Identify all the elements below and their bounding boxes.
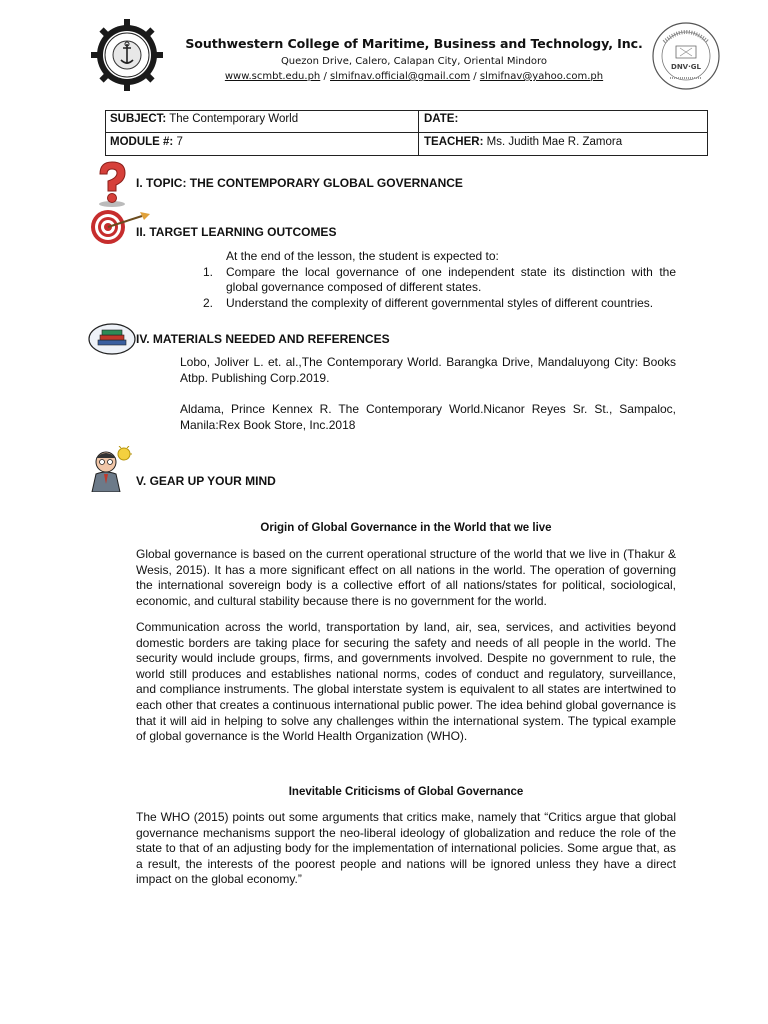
- teacher-value: Ms. Judith Mae R. Zamora: [486, 136, 623, 148]
- date-cell: [424, 113, 458, 125]
- module-cell: [110, 136, 183, 148]
- link-separator: /: [323, 71, 327, 82]
- outcome-item: [180, 265, 676, 296]
- subject-label: SUBJECT:: [110, 113, 167, 125]
- question-mark-icon: [92, 160, 132, 208]
- teacher-cell: [424, 136, 622, 148]
- reference-item: Lobo, Joliver L. et. al.,The Contemporary World. Barangka Drive, Mandaluyong City: Books Atbp. Publishing Corp.2019.: [180, 355, 676, 385]
- contact-links: [150, 71, 678, 82]
- institution-address: Quezon Drive, Calero, Calapan City, Oriental Mindoro: [280, 56, 548, 67]
- certification-badge: [650, 20, 722, 92]
- institution-name: Southwestern College of Maritime, Business and Technology, Inc.: [185, 36, 643, 51]
- reference-item: Aldama, Prince Kennex R. The Contemporary World.Nicanor Reyes Sr. St., Sampaloc, Manila:Rex Book Store, Inc.2018: [180, 402, 676, 432]
- outcome-text: Understand the complexity of different governmental styles of different countries.: [226, 295, 654, 310]
- section-title-criticisms: Inevitable Criticisms of Global Governance: [288, 786, 524, 798]
- cert-badge-text: DNV·GL: [671, 63, 701, 71]
- website-link[interactable]: www.scmbt.edu.ph: [224, 71, 321, 82]
- link-separator: /: [473, 71, 477, 82]
- outcomes-intro: At the end of the lesson, the student is expected to:: [226, 249, 499, 263]
- section-title-origin: Origin of Global Governance in the World that we live: [260, 522, 552, 534]
- subject-cell: [110, 113, 298, 125]
- module-label: MODULE #:: [110, 136, 174, 148]
- paragraph-criticisms: The WHO (2015) points out some arguments that critics make, namely that “Critics argue that global governance mechanisms support the neo-liberal ideology of globalization and reduce the role of the state to that of an adjusting body for the implementation of international policies. Some argue that, as a result, the interests of the poorest people and nations will be ignored unless they have a direct impact on the global economy.”: [136, 810, 676, 887]
- topic-heading: I. TOPIC: THE CONTEMPORARY GLOBAL GOVERNANCE: [136, 176, 463, 190]
- outcomes-block: [180, 249, 676, 311]
- outcome-number: 2.: [203, 295, 214, 310]
- date-label: DATE:: [424, 113, 459, 125]
- module-info-table: [105, 110, 708, 156]
- paragraph-origin-2: Communication across the world, transportation by land, air, sea, services, and activities beyond domestic borders are taking place for securing the safety and needs of all people in the world. The security would include groups, firms, and governments involved. Despite no government to rule, the world still produces and establishes national norms, codes of conduct and regulatory, surveillance, and compliance instruments. The global interstate system is equivalent to all states are intertwined to each other that creates a continuous international public power. The idea behind global governance is that it will aid in helping to solve any challenges within the international system. The typical example of global governance is the World Health Organization (WHO).: [136, 620, 676, 744]
- thinking-person-icon: [88, 446, 132, 492]
- outcome-number: 1.: [203, 264, 214, 279]
- email-link-yahoo[interactable]: slmifnav@yahoo.com.ph: [479, 71, 604, 82]
- paragraph-origin-1: Global governance is based on the current operational structure of the world that we live in (Thakur & Wesis, 2015). It has a more significant effect on all nations in the world. The operation of governing the international sovereign body is a collective effort of all nations/states for political, sociological, economic, and cultural stability because there is no government for the world.: [136, 547, 676, 608]
- subject-value: The Contemporary World: [169, 113, 299, 125]
- outcomes-heading: II. TARGET LEARNING OUTCOMES: [136, 225, 337, 239]
- outcomes-list: [180, 265, 676, 312]
- books-icon: [88, 322, 136, 356]
- teacher-label: TEACHER:: [424, 136, 484, 148]
- outcome-item: [180, 296, 676, 312]
- outcome-text: Compare the local governance of one independent state its distinction with the global governance composed of different states.: [226, 264, 676, 295]
- materials-heading: IV. MATERIALS NEEDED AND REFERENCES: [136, 332, 390, 346]
- gear-heading: V. GEAR UP YOUR MIND: [136, 474, 276, 488]
- email-link-official[interactable]: slmifnav.official@gmail.com: [330, 71, 471, 82]
- module-value: 7: [176, 136, 183, 148]
